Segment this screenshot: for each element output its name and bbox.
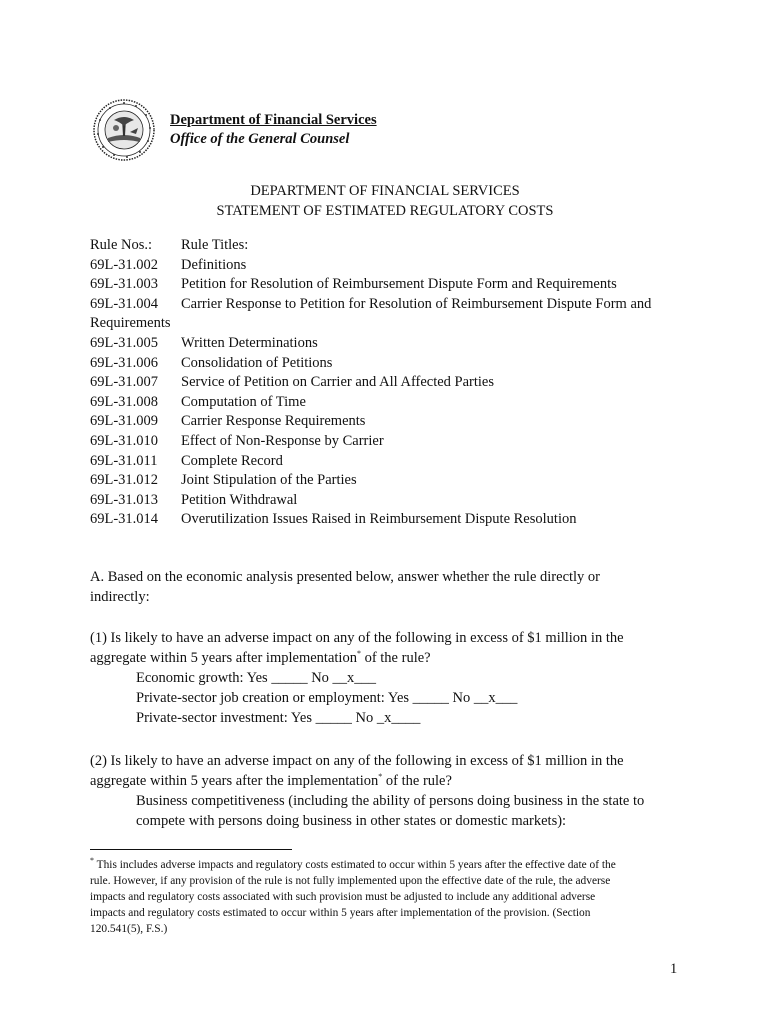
question-2-text: aggregate within 5 years after the implementation [90, 773, 379, 789]
answer-job-creation: Private-sector job creation or employment: Yes _____ No __x___ [136, 690, 518, 706]
footnote-marker: * [378, 772, 383, 782]
rule-row [90, 471, 690, 491]
rule-row [90, 510, 690, 530]
rules-header [90, 236, 690, 256]
question-2 [90, 751, 690, 831]
rule-row [90, 373, 690, 393]
rule-number-header: Rule Nos.: [90, 237, 153, 253]
question-2-line-2 [90, 771, 690, 791]
rule-number: 69L-31.011 [90, 452, 158, 469]
rule-number: 69L-31.008 [90, 393, 159, 410]
rule-title: Effect of Non-Response by Carrier [181, 432, 384, 449]
letterhead [170, 111, 457, 149]
rule-number: 69L-31.006 [90, 354, 159, 371]
question-1 [90, 628, 690, 728]
section-a-intro [90, 567, 690, 607]
rule-title: Joint Stipulation of the Parties [181, 472, 357, 489]
rule-row [90, 432, 690, 452]
rule-title: Petition Withdrawal [181, 491, 298, 508]
rule-title-continuation: Requirements [90, 315, 171, 332]
rule-title: Carrier Response to Petition for Resolution of Reimbursement Dispute Form and [181, 295, 652, 312]
document-title [0, 182, 770, 221]
rule-title: Petition for Resolution of Reimbursement Dispute Form and Requirements [181, 276, 617, 293]
rule-row [90, 491, 690, 511]
footnote-line-1 [90, 857, 690, 873]
rule-title: Carrier Response Requirements [181, 413, 366, 430]
rule-row [90, 275, 690, 295]
title-line-2: STATEMENT OF ESTIMATED REGULATORY COSTS [216, 202, 554, 219]
rule-row [90, 452, 690, 472]
title-line-1: DEPARTMENT OF FINANCIAL SERVICES [250, 183, 520, 199]
state-seal-icon [92, 98, 156, 162]
rule-row [90, 393, 690, 413]
section-a-line-2: indirectly: [90, 589, 150, 605]
question-2-text-end: of the rule? [382, 773, 452, 789]
rule-number: 69L-31.007 [90, 374, 159, 391]
footnote-line-2: rule. However, if any provision of the rule is not fully implemented upon the effective date of the rule, the adverse [90, 875, 611, 887]
footnote-marker: * [356, 649, 361, 659]
rule-number: 69L-31.005 [90, 334, 159, 351]
business-competitiveness-line-2: compete with persons doing business in other states or domestic markets): [136, 813, 567, 829]
footnote-text: This includes adverse impacts and regulatory costs estimated to occur within 5 years after the effective date of the [94, 859, 616, 871]
rule-title: Overutilization Issues Raised in Reimbursement Dispute Resolution [181, 511, 577, 528]
business-competitiveness-line-1: Business competitiveness (including the ability of persons doing business in the state to [136, 793, 645, 809]
rule-number: 69L-31.012 [90, 472, 159, 489]
footnote [90, 857, 690, 937]
letterhead-department: Department of Financial Services [170, 112, 377, 128]
rule-number: 69L-31.009 [90, 413, 159, 430]
rule-row [90, 354, 690, 374]
footnote-line-5: 120.541(5), F.S.) [90, 923, 168, 935]
rule-row [90, 295, 690, 315]
rule-number: 69L-31.014 [90, 511, 159, 528]
footnote-line-3: impacts and regulatory costs associated with such provision must be adjusted to include any additional adverse [90, 891, 596, 903]
rule-title-header: Rule Titles: [181, 237, 249, 253]
rule-row [90, 334, 690, 354]
rule-number: 69L-31.003 [90, 276, 159, 293]
rule-row [90, 256, 690, 276]
page-number: 1 [670, 961, 678, 977]
answer-private-investment: Private-sector investment: Yes _____ No _x____ [136, 710, 421, 726]
rule-number: 69L-31.010 [90, 432, 159, 449]
rule-title: Definitions [181, 256, 247, 273]
question-1-text-end: of the rule? [360, 650, 431, 666]
rule-row [90, 412, 690, 432]
rules-list [90, 236, 690, 530]
rule-title: Computation of Time [181, 393, 306, 410]
question-2-line-1: (2) Is likely to have an adverse impact on any of the following in excess of $1 million in the [90, 753, 624, 769]
question-1-line-1: (1) Is likely to have an adverse impact on any of the following in excess of $1 million in the [90, 630, 624, 646]
rule-title: Written Determinations [181, 334, 318, 351]
answer-economic-growth: Economic growth: Yes _____ No __x___ [136, 670, 377, 686]
rule-title: Service of Petition on Carrier and All Affected Parties [181, 374, 495, 391]
question-1-text: aggregate within 5 years after implementation [90, 650, 357, 666]
rule-title: Consolidation of Petitions [181, 354, 333, 371]
letterhead-office: Office of the General Counsel [170, 131, 350, 147]
footnote-line-4: impacts and regulatory costs estimated to occur within 5 years after implementation of the provision. (Section [90, 907, 591, 919]
footnote-divider [90, 849, 292, 850]
footnote-mark: * [90, 856, 94, 866]
rule-number: 69L-31.013 [90, 491, 159, 508]
rule-number: 69L-31.004 [90, 295, 159, 312]
rule-title: Complete Record [181, 452, 283, 469]
section-a-line-1: A. Based on the economic analysis presented below, answer whether the rule directly or [90, 569, 601, 585]
rule-number: 69L-31.002 [90, 256, 159, 273]
question-1-line-2 [90, 648, 690, 668]
